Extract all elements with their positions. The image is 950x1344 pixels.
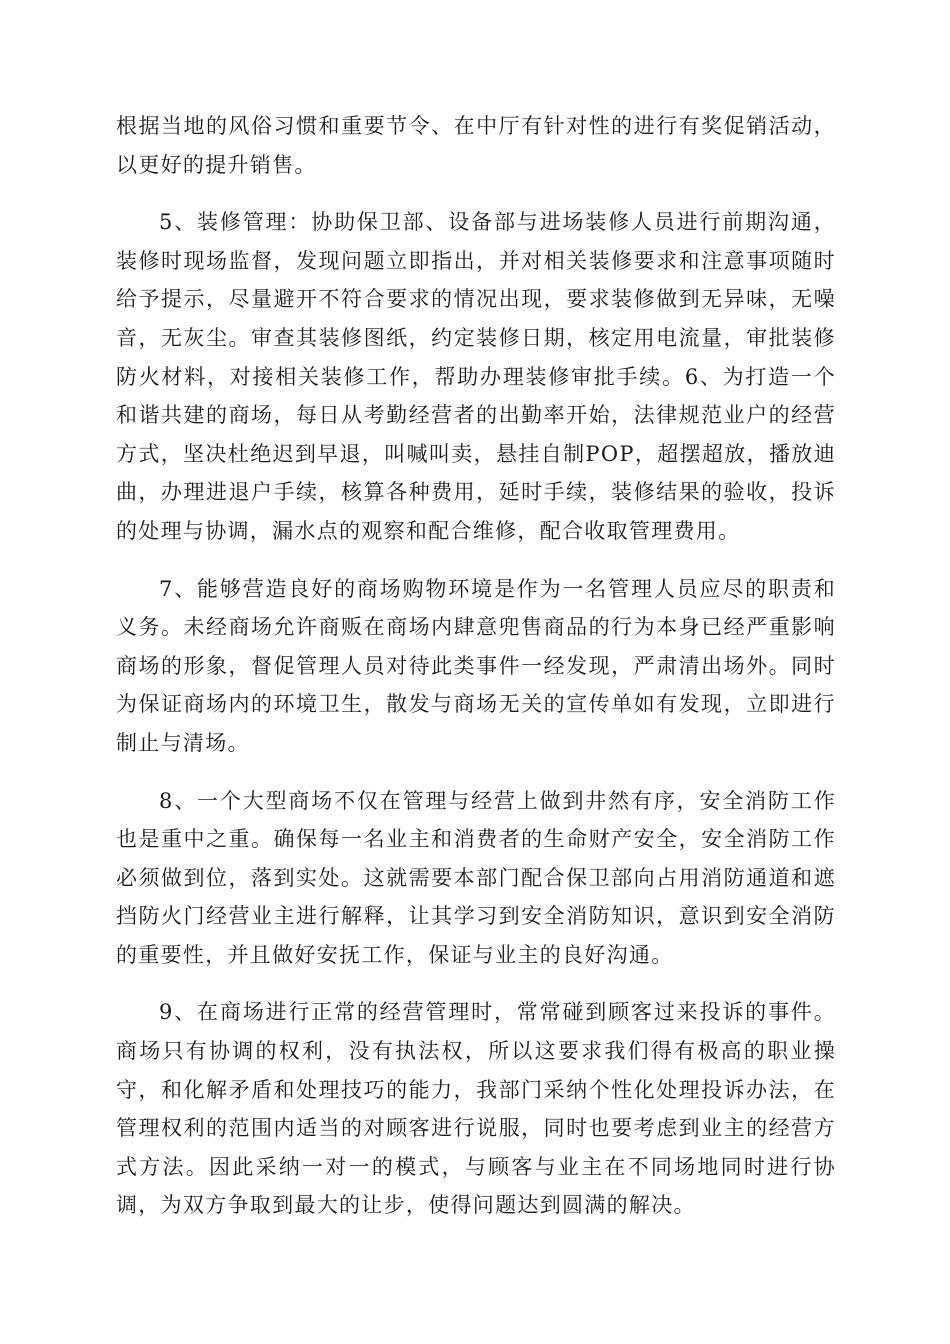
paragraph-shopping-environment: 7、能够营造良好的商场购物环境是作为一名管理人员应尽的职责和义务。未经商场允许商贩在商场内肆意兜售商品的行为本身已经严重影响商场的形象，督促管理人员对待此类事件一经发现，严肃清出场外。同时为保证商场内的环境卫生，散发与商场无关的宣传单如有发现，立即进行制止与清场。 bbox=[116, 576, 836, 755]
paragraph-renovation-management: 5、装修管理：协助保卫部、设备部与进场装修人员进行前期沟通，装修时现场监督，发现问题立即指出，并对相关装修要求和注意事项随时给予提示，尽量避开不符合要求的情况出现，要求装修做到无异味，无噪音，无灰尘。审查其装修图纸，约定装修日期，核定用电流量，审批装修防火材料，对接相关装修工作，帮助办理装修审批手续。6、为打造一个和谐共建的商场，每日从考勤经营者的出勤率开始，法律规范业户的经营方式，坚决杜绝迟到早退，叫喊叫卖，悬挂自制POP，超摆超放，播放迪曲，办理进退户手续，核算各种费用，延时手续，装修结果的验收，投诉的处理与协调，漏水点的观察和配合维修，配合收取管理费用。 bbox=[116, 210, 836, 543]
paragraph-complaint-handling: 9、在商场进行正常的经营管理时，常常碰到顾客过来投诉的事件。商场只有协调的权利，没有执法权，所以这要求我们得有极高的职业操守，和化解矛盾和处理技巧的能力，我部门采纳个性化处理投诉办法，在管理权利的范围内适当的对顾客进行说服，同时也要考虑到业主的经营方式方法。因此采纳一对一的模式，与顾客与业主在不同场地同时进行协调，为双方争取到最大的让步，使得问题达到圆满的解决。 bbox=[116, 1000, 836, 1218]
paragraph-promotion-continuation: 根据当地的风俗习惯和重要节令、在中厅有针对性的进行有奖促销活动，以更好的提升销售。 bbox=[116, 114, 836, 177]
document-body bbox=[116, 107, 836, 1244]
paragraph-fire-safety: 8、一个大型商场不仅在管理与经营上做到井然有序，安全消防工作也是重中之重。确保每一名业主和消费者的生命财产安全，安全消防工作必须做到位，落到实处。这就需要本部门配合保卫部向占用消防通道和遮挡防火门经营业主进行解释，让其学习到安全消防知识，意识到安全消防的重要性，并且做好安抚工作，保证与业主的良好沟通。 bbox=[116, 788, 836, 967]
